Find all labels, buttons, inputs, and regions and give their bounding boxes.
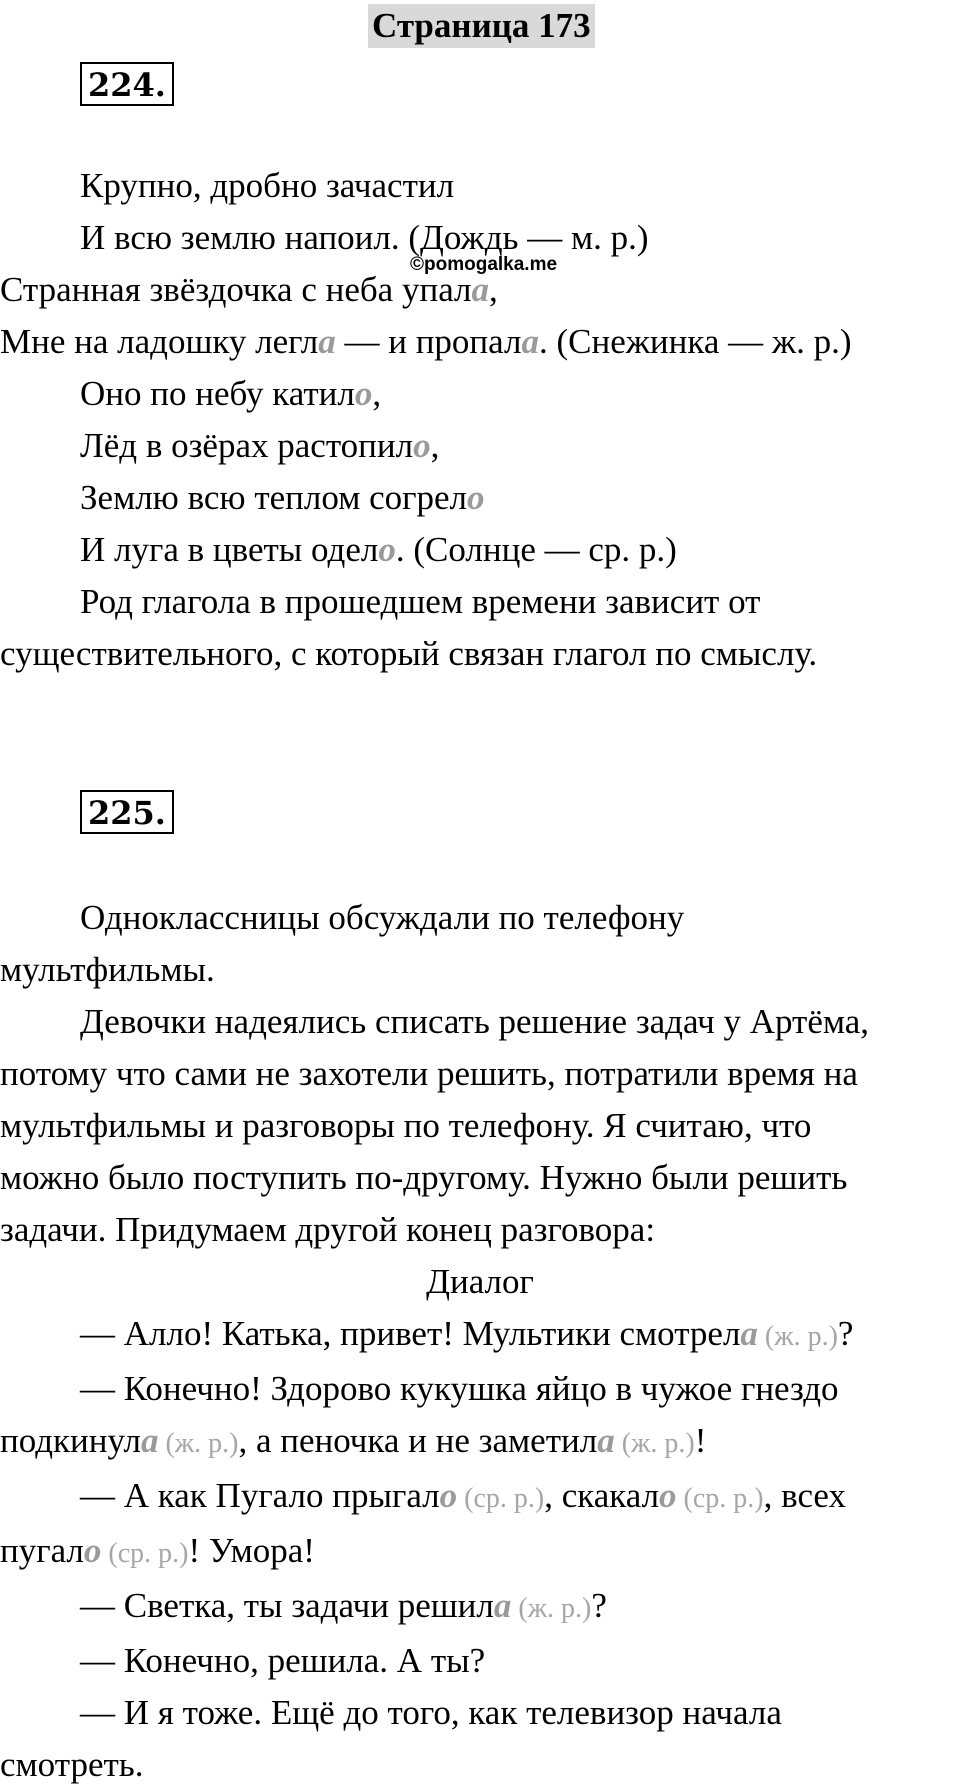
text: Крупно, дробно зачастил bbox=[80, 166, 455, 205]
text: , скакал bbox=[544, 1476, 660, 1515]
verb-ending: а bbox=[740, 1314, 758, 1353]
exercise-224-text bbox=[0, 160, 960, 680]
poem-line bbox=[0, 524, 960, 576]
text: ? bbox=[837, 1314, 854, 1353]
gender-note: (ж. р.) bbox=[757, 1321, 838, 1352]
text: , bbox=[430, 426, 440, 465]
text: Мне на ладошку легл bbox=[0, 322, 319, 361]
gender-note: (ж. р.) bbox=[158, 1428, 239, 1459]
verb-ending: о bbox=[659, 1476, 677, 1515]
gender-note: (ср. р.) bbox=[101, 1538, 189, 1569]
text: Оно по небу катил bbox=[80, 374, 355, 413]
dialog-line bbox=[0, 1525, 960, 1580]
text: . (Солнце — ср. р.) bbox=[395, 530, 677, 569]
text: Девочки надеялись списать решение задач у Артёма, bbox=[80, 1002, 870, 1041]
poem-line bbox=[0, 472, 960, 524]
gender-note: (ср. р.) bbox=[676, 1483, 764, 1514]
verb-ending: о bbox=[83, 1531, 102, 1570]
text: — Алло! Катька, привет! Мультики смотрел bbox=[80, 1314, 741, 1353]
text: , а пеночка и не заметил bbox=[238, 1421, 598, 1460]
text: — и пропал bbox=[335, 322, 522, 361]
text: мультфильмы и разговоры по телефону. Я считаю, что bbox=[0, 1106, 812, 1145]
text: Странная звёздочка с неба упал bbox=[0, 270, 472, 309]
text: мультфильмы. bbox=[0, 950, 215, 989]
dialog-line bbox=[0, 1687, 960, 1739]
text: Диалог bbox=[426, 1262, 534, 1301]
text: И всю землю напоил. (Дождь — м. р.) bbox=[80, 218, 649, 257]
text: подкинул bbox=[0, 1421, 141, 1460]
text: Лёд в озёрах растопил bbox=[80, 426, 414, 465]
text: , bbox=[372, 374, 382, 413]
dialog-line bbox=[0, 1308, 960, 1363]
text: можно было поступить по-другому. Нужно были решить bbox=[0, 1158, 848, 1197]
dialog-title bbox=[0, 1256, 960, 1308]
text: Род глагола в прошедшем времени зависит от bbox=[80, 582, 761, 621]
poem-line bbox=[0, 420, 960, 472]
dialog-line bbox=[0, 1635, 960, 1687]
verb-ending: а bbox=[471, 270, 490, 309]
verb-ending: о bbox=[439, 1476, 458, 1515]
paragraph-line bbox=[0, 1152, 960, 1204]
paragraph-line bbox=[0, 1204, 960, 1256]
exercise-number-224: 224. bbox=[80, 62, 174, 106]
dialog-line bbox=[0, 1580, 960, 1635]
conclusion-line bbox=[0, 576, 960, 628]
exercise-225-text bbox=[0, 892, 960, 1791]
text: Землю всю теплом согрел bbox=[80, 478, 467, 517]
poem-line bbox=[0, 160, 960, 212]
verb-ending: о bbox=[413, 426, 431, 465]
text: — Конечно, решила. А ты? bbox=[80, 1641, 486, 1680]
text: — Конечно! Здорово кукушка яйцо в чужое гнездо bbox=[80, 1369, 839, 1408]
dialog-line bbox=[0, 1363, 960, 1415]
text: пугал bbox=[0, 1531, 84, 1570]
watermark: ©pomogalka.me bbox=[410, 254, 558, 275]
text: И луга в цветы одел bbox=[80, 530, 379, 569]
paragraph-line bbox=[0, 892, 960, 944]
text: задачи. Придумаем другой конец разговора: bbox=[0, 1210, 656, 1249]
text: смотреть. bbox=[0, 1745, 144, 1784]
paragraph-line bbox=[0, 1100, 960, 1152]
text: — Светка, ты задачи решил bbox=[80, 1586, 494, 1625]
text: ! Умора! bbox=[188, 1531, 315, 1570]
exercise-number-225: 225. bbox=[80, 790, 174, 834]
text: . (Снежинка — ж. р.) bbox=[538, 322, 852, 361]
poem-line bbox=[0, 316, 960, 368]
text: , всех bbox=[763, 1476, 846, 1515]
verb-ending: о bbox=[466, 478, 485, 517]
text: ? bbox=[591, 1586, 607, 1625]
poem-line bbox=[0, 264, 960, 316]
verb-ending: а bbox=[140, 1421, 159, 1460]
paragraph-line bbox=[0, 996, 960, 1048]
poem-line bbox=[0, 212, 960, 264]
text: — А как Пугало прыгал bbox=[80, 1476, 440, 1515]
text: ! bbox=[694, 1421, 707, 1460]
text: — И я тоже. Ещё до того, как телевизор начала bbox=[80, 1693, 782, 1732]
gender-note: (ср. р.) bbox=[457, 1483, 545, 1514]
dialog-line bbox=[0, 1415, 960, 1470]
text: , bbox=[489, 270, 498, 309]
poem-line bbox=[0, 368, 960, 420]
verb-ending: о bbox=[378, 530, 396, 569]
page-title: Страница 173 bbox=[368, 4, 595, 48]
dialog-line bbox=[0, 1470, 960, 1525]
gender-note: (ж. р.) bbox=[614, 1428, 695, 1459]
verb-ending: а bbox=[597, 1421, 615, 1460]
dialog-line bbox=[0, 1739, 960, 1791]
text: Одноклассницы обсуждали по телефону bbox=[80, 898, 685, 937]
paragraph-line bbox=[0, 1048, 960, 1100]
gender-note: (ж. р.) bbox=[511, 1593, 592, 1624]
verb-ending: а bbox=[318, 322, 336, 361]
paragraph-line bbox=[0, 944, 960, 996]
conclusion-line bbox=[0, 628, 960, 680]
text: потому что сами не захотели решить, потратили время на bbox=[0, 1054, 858, 1093]
verb-ending: а bbox=[493, 1586, 512, 1625]
verb-ending: а bbox=[521, 322, 539, 361]
text: существительного, с который связан глагол по смыслу. bbox=[0, 634, 818, 673]
verb-ending: о bbox=[354, 374, 373, 413]
